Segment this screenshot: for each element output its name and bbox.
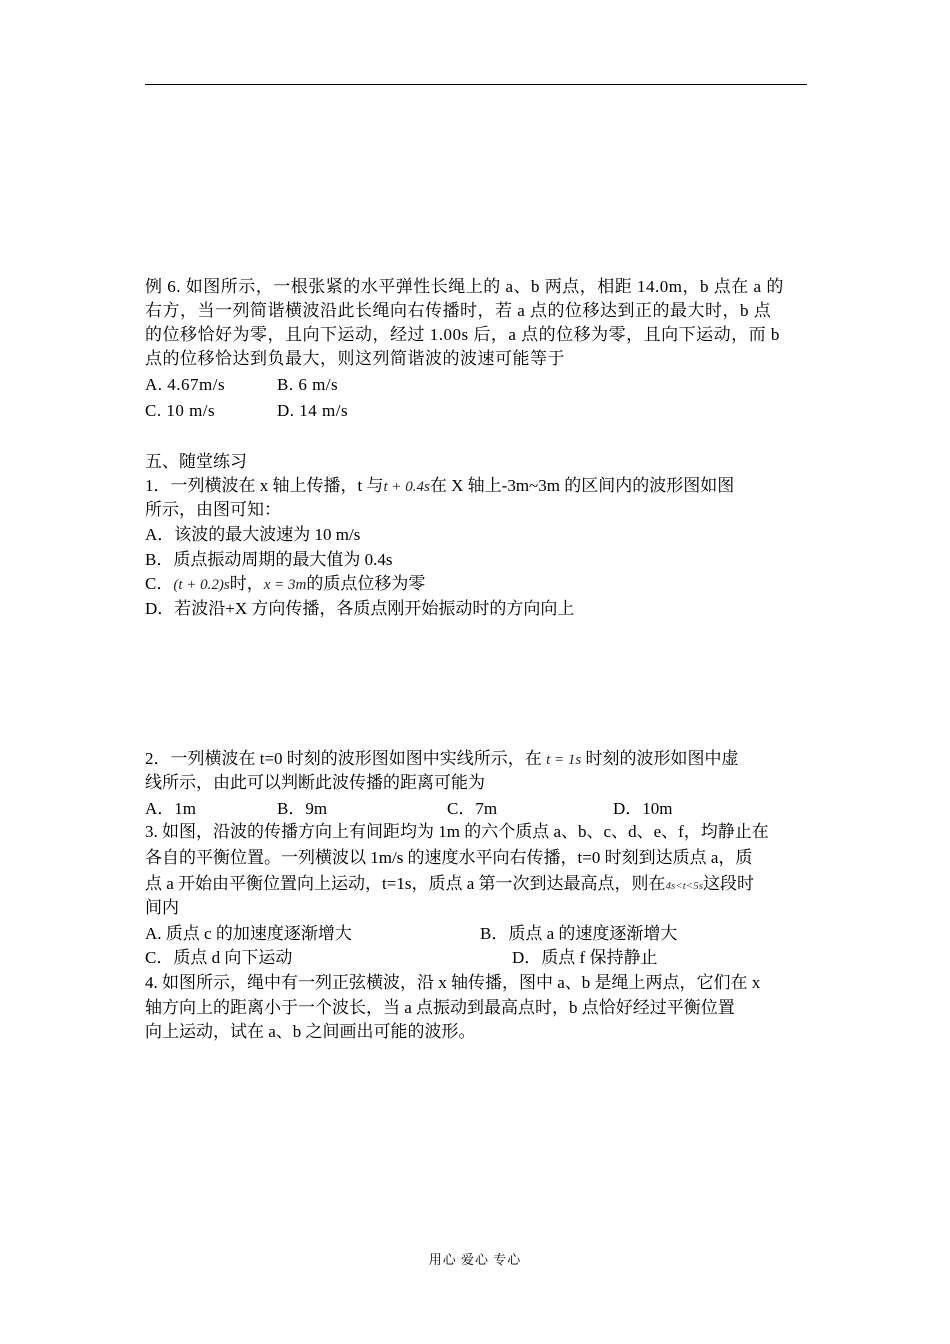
q1-option-b: B．质点振动周期的最大值为 0.4s [145, 550, 393, 569]
q1-line-2: 所示，由图可知： [145, 500, 281, 519]
q3-option-b: B．质点 a 的速度逐渐增大 [480, 924, 678, 943]
q2-option-d: D．10m [613, 799, 673, 818]
q3-option-d: D．质点 f 保持静止 [512, 948, 658, 967]
example6-line-1: 例 6. 如图所示，一根张紧的水平弹性长绳上的 a、b 两点，相距 14.0m，b 点在 a 的 [145, 277, 784, 296]
q3-option-c: C．质点 d 向下运动 [145, 948, 293, 967]
q3-line-1: 3. 如图，沿波的传播方向上有间距均为 1m 的六个质点 a、b、c、d、e、f，均静止在 [145, 822, 769, 841]
q2-line-2: 线所示，由此可以判断此波传播的距离可能为 [145, 773, 485, 792]
header-rule [145, 84, 807, 85]
example6-option-a: A. 4.67m/s [145, 375, 226, 394]
example6-option-c: C. 10 m/s [145, 401, 216, 420]
q1-optc-x-math: x = 3m [263, 577, 307, 593]
q3-line-3: 点 a 开始由平衡位置向上运动，t=1s，质点 a 第一次到达最高点，则在4s<t<5s这段时 [145, 874, 754, 893]
example6-line-4: 点的位移恰达到负最大，则这列简谐波的波速可能等于 [145, 349, 565, 368]
q2-option-a: A．1m [145, 799, 196, 818]
q4-line-2: 轴方向上的距离小于一个波长，当 a 点振动到最高点时，b 点恰好经过平衡位置 [145, 998, 735, 1017]
q3-option-a: A. 质点 c 的加速度逐渐增大 [145, 924, 352, 943]
q4-line-1: 4. 如图所示，绳中有一列正弦横波，沿 x 轴传播，图中 a、b 是绳上两点，它们在 x [145, 973, 761, 992]
q1-option-d: D．若波沿+X 方向传播，各质点刚开始振动时的方向向上 [145, 599, 575, 618]
example6-line-2: 右方，当一列简谐横波沿此长绳向右传播时，若 a 点的位移达到正的最大时，b 点 [145, 301, 772, 320]
section-heading: 五、随堂练习 [145, 452, 247, 471]
q3-interval-math: 4s<t<5s [665, 880, 703, 892]
example6-option-d: D. 14 m/s [277, 401, 349, 420]
q1-time-math: t + 0.4s [383, 479, 430, 495]
q1-line-1: 1．一列横波在 x 轴上传播，t 与t + 0.4s在 X 轴上-3m~3m 的区间内的波形图如图 [145, 476, 735, 495]
q1-option-a: A．该波的最大波速为 10 m/s [145, 525, 361, 544]
q2-option-c: C．7m [447, 799, 498, 818]
q2-line-1: 2．一列横波在 t=0 时刻的波形图如图中实线所示，在 t = 1s 时刻的波形如图中虚 [145, 749, 739, 768]
q1-optc-time-math: (t + 0.2)s [173, 577, 230, 593]
page-footer: 用心 爱心 专心 [428, 1252, 522, 1267]
example6-line-3: 的位移恰好为零，且向下运动，经过 1.00s 后，a 点的位移为零，且向下运动，而 b [145, 325, 780, 344]
q4-line-3: 向上运动，试在 a、b 之间画出可能的波形。 [145, 1022, 476, 1041]
q2-option-b: B．9m [277, 799, 328, 818]
q1-option-c: C．(t + 0.2)s时，x = 3m的质点位移为零 [145, 574, 426, 593]
q3-line-4: 间内 [145, 898, 179, 917]
q3-line-2: 各自的平衡位置。一列横波以 1m/s 的速度水平向右传播，t=0 时刻到达质点 a，质 [145, 848, 753, 867]
example6-option-b: B. 6 m/s [277, 375, 339, 394]
q2-time-math: t = 1s [546, 752, 582, 768]
